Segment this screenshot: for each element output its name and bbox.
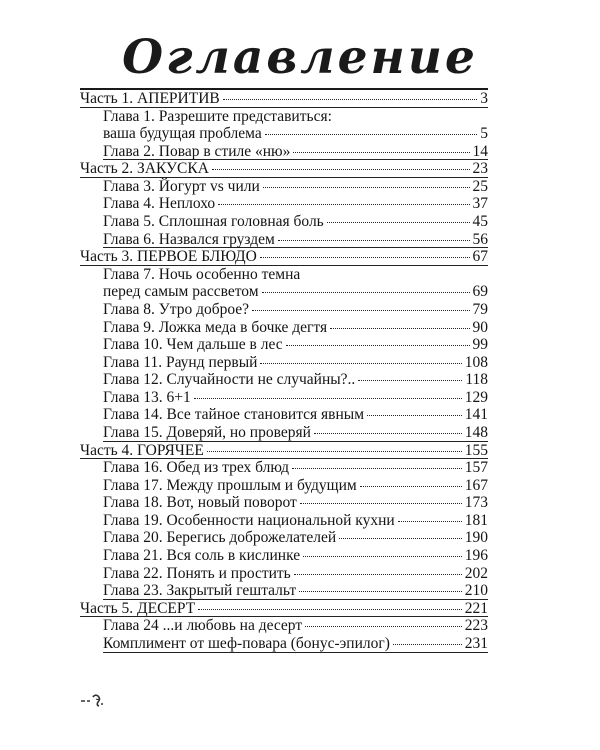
toc-entry-label: Глава 8. Утро доброе? — [103, 300, 250, 318]
toc-page-number: 181 — [464, 511, 488, 529]
dot-leader — [367, 415, 462, 416]
toc-chapter-entry — [80, 617, 488, 635]
toc-page-number: 202 — [464, 564, 488, 582]
toc-entry-label: Часть 1. АПЕРИТИВ — [80, 90, 220, 107]
toc-page-number: 221 — [464, 599, 488, 617]
dot-leader — [330, 328, 469, 329]
toc-part-entry — [80, 442, 488, 460]
toc-entry-row — [103, 125, 488, 143]
toc-page-number: 37 — [472, 195, 488, 213]
toc-chapter-entry — [80, 231, 488, 249]
toc-entry-label: Глава 12. Случайности не случайны?.. — [103, 371, 356, 389]
toc-chapter-entry — [80, 178, 488, 196]
toc-chapter-entry — [80, 406, 488, 424]
toc-page-number: 5 — [480, 125, 488, 143]
toc-entry-row — [80, 160, 488, 178]
toc-entry-row — [103, 617, 488, 635]
toc-page-number: 223 — [464, 617, 488, 635]
toc-page-number: 79 — [472, 300, 488, 318]
toc-entry-row — [80, 90, 488, 108]
toc-entry-row — [103, 231, 488, 249]
toc-page-number: 56 — [472, 230, 488, 248]
dot-leader — [293, 152, 469, 153]
toc-entry-row — [103, 477, 488, 495]
toc-page-number: 129 — [464, 388, 488, 406]
toc-entry-row — [103, 143, 488, 161]
toc-entry-label: Глава 21. Вся соль в кислинке — [103, 547, 301, 565]
toc-entry-row — [103, 213, 488, 231]
dot-leader — [299, 591, 462, 592]
toc-chapter-entry — [80, 582, 488, 600]
toc-entry-row — [103, 354, 488, 372]
toc-part-entry — [80, 90, 488, 108]
dot-leader — [305, 626, 462, 627]
toc-entry-label: Глава 10. Чем дальше в лес — [103, 336, 283, 354]
dot-leader — [212, 169, 470, 170]
dot-leader — [303, 556, 462, 557]
toc-entry-label: Глава 19. Особенности национальной кухни — [103, 511, 395, 529]
toc-chapter-entry — [80, 371, 488, 389]
toc-chapter-entry — [80, 354, 488, 372]
toc-page-number: 14 — [472, 142, 488, 160]
toc-page-number: 167 — [464, 476, 488, 494]
toc-chapter-entry — [80, 512, 488, 530]
toc-chapter-entry — [80, 213, 488, 231]
toc-entry-row — [103, 301, 488, 319]
dot-leader — [260, 363, 461, 364]
toc-page-number: 23 — [472, 160, 488, 178]
toc-entry-label: Глава 17. Между прошлым и будущим — [103, 476, 357, 494]
toc-chapter-entry — [80, 283, 488, 301]
toc-entry-label: Часть 5. ДЕСЕРТ — [80, 599, 196, 617]
toc-page-number: 99 — [472, 336, 488, 354]
toc-entry-row — [80, 442, 488, 460]
toc-chapter-entry — [80, 336, 488, 354]
toc-page-number: 25 — [472, 177, 488, 195]
toc-entry-label: Глава 23. Закрытый гештальт — [103, 582, 297, 600]
toc-entry-row — [103, 178, 488, 196]
toc-chapter-entry — [80, 494, 488, 512]
toc-chapter-entry — [80, 459, 488, 477]
toc-entry-row — [103, 582, 488, 600]
toc-entry-row — [103, 371, 488, 389]
toc-entry-label: Глава 22. Понять и простить — [103, 564, 291, 582]
toc-part-entry — [80, 160, 488, 178]
toc-chapter-entry — [80, 424, 488, 442]
dot-leader — [360, 486, 462, 487]
dot-leader — [286, 345, 470, 346]
dot-leader — [327, 222, 470, 223]
dot-leader — [207, 451, 462, 452]
toc-entry-label: Комплимент от шеф-повара (бонус-эпилог) — [103, 634, 390, 652]
toc-chapter-entry — [80, 529, 488, 547]
dot-leader — [260, 257, 470, 258]
dot-leader — [398, 521, 462, 522]
toc-entry-row — [80, 600, 488, 618]
toc-entry-row — [103, 512, 488, 530]
toc-entry-label: Глава 11. Раунд первый — [103, 353, 258, 371]
toc-entry-label: Глава 5. Сплошная головная боль — [103, 213, 324, 231]
dot-leader — [294, 574, 462, 575]
dot-leader — [262, 292, 470, 293]
toc-entry-label: Глава 2. Повар в стиле «ню» — [103, 142, 291, 160]
dot-leader — [218, 204, 469, 205]
toc-entry-label: Глава 16. Обед из трех блюд — [103, 459, 290, 477]
toc-entry-row — [103, 529, 488, 547]
toc-entry-row — [103, 547, 488, 565]
dot-leader — [194, 398, 462, 399]
toc-page-number: 210 — [464, 582, 488, 600]
toc-entry-row — [103, 108, 488, 126]
toc-page-number: 190 — [464, 529, 488, 547]
toc-entry-row — [103, 195, 488, 213]
dot-leader — [252, 310, 469, 311]
toc-entry-label: Глава 3. Йогурт vs чили — [103, 177, 260, 195]
toc-entry-label: ваша будущая проблема — [103, 125, 262, 143]
toc-page-number: 118 — [465, 371, 488, 389]
toc-entry-label: Часть 2. ЗАКУСКА — [80, 160, 209, 178]
dot-leader — [263, 187, 470, 188]
toc-entry-row — [103, 389, 488, 407]
dot-leader — [300, 503, 462, 504]
toc-page-number: 45 — [472, 213, 488, 231]
toc-entry-label: Глава 1. Разрешите представиться: — [103, 107, 332, 125]
toc-chapter-entry — [80, 635, 488, 653]
toc-page-number: 196 — [464, 547, 488, 565]
page-title: Оглавление — [122, 30, 478, 85]
toc-entry-label: Глава 13. 6+1 — [103, 388, 191, 406]
dot-leader — [292, 468, 462, 469]
toc-entry-label: перед самым рассветом — [103, 283, 259, 301]
toc-entry-label: Глава 6. Назвался груздем — [103, 230, 275, 248]
toc-page-number: 173 — [464, 494, 488, 512]
toc-page-number: 148 — [464, 423, 488, 441]
toc-chapter-entry — [80, 565, 488, 583]
toc-page-number: 155 — [464, 441, 488, 459]
toc-entry-label: Глава 4. Неплохо — [103, 195, 216, 213]
toc-entry-row — [103, 319, 488, 337]
toc-part-entry — [80, 600, 488, 618]
toc-chapter-entry — [80, 547, 488, 565]
dot-leader — [314, 433, 462, 434]
toc-entry-row — [103, 494, 488, 512]
toc-page-number: 231 — [464, 634, 488, 652]
dot-leader — [265, 134, 478, 135]
toc-chapter-entry — [80, 266, 488, 284]
toc-entry-row — [80, 248, 488, 266]
toc-entry-row — [103, 424, 488, 442]
toc-entry-label: Часть 4. ГОРЯЧЕЕ — [80, 441, 204, 459]
toc-chapter-entry — [80, 195, 488, 213]
dot-leader — [278, 240, 470, 241]
toc-entry-label: Глава 20. Берегись доброжелателей — [103, 529, 337, 547]
toc-entry-row — [103, 406, 488, 424]
toc-entry-row — [103, 635, 488, 653]
toc-entry-label: Глава 9. Ложка меда в бочке дегтя — [103, 318, 328, 336]
dot-leader — [339, 538, 462, 539]
toc-chapter-entry — [80, 108, 488, 126]
dot-leader — [393, 644, 462, 645]
toc-page-number: 157 — [464, 459, 488, 477]
toc-entry-row — [103, 565, 488, 583]
dot-leader — [358, 380, 462, 381]
dot-leader — [223, 99, 478, 100]
toc-entry-label: Часть 3. ПЕРВОЕ БЛЮДО — [80, 248, 257, 266]
toc-page-number: 108 — [464, 353, 488, 371]
toc-entry-label: Глава 7. Ночь особенно темна — [103, 265, 301, 283]
toc-entry-label: Глава 24 ...и любовь на десерт — [103, 617, 303, 635]
toc-chapter-entry — [80, 477, 488, 495]
toc-entry-label: Глава 18. Вот, новый поворот — [103, 494, 297, 512]
toc-page-number: 67 — [472, 248, 488, 266]
toc-entry-label: Глава 14. Все тайное становится явным — [103, 406, 365, 424]
table-of-contents — [80, 90, 488, 653]
toc-page-number: 90 — [472, 318, 488, 336]
smudge-mark-icon — [80, 690, 108, 708]
toc-chapter-entry — [80, 143, 488, 161]
toc-entry-row — [103, 459, 488, 477]
toc-page-number: 69 — [472, 283, 488, 301]
toc-chapter-entry — [80, 125, 488, 143]
toc-chapter-entry — [80, 389, 488, 407]
toc-entry-label: Глава 15. Доверяй, но проверяй — [103, 423, 311, 441]
dot-leader — [198, 609, 462, 610]
toc-part-entry — [80, 248, 488, 266]
toc-entry-row — [103, 336, 488, 354]
toc-chapter-entry — [80, 301, 488, 319]
toc-chapter-entry — [80, 319, 488, 337]
toc-entry-row — [103, 283, 488, 301]
toc-page-number: 141 — [464, 406, 488, 424]
toc-entry-row — [103, 266, 488, 284]
toc-page-number: 3 — [480, 90, 488, 107]
